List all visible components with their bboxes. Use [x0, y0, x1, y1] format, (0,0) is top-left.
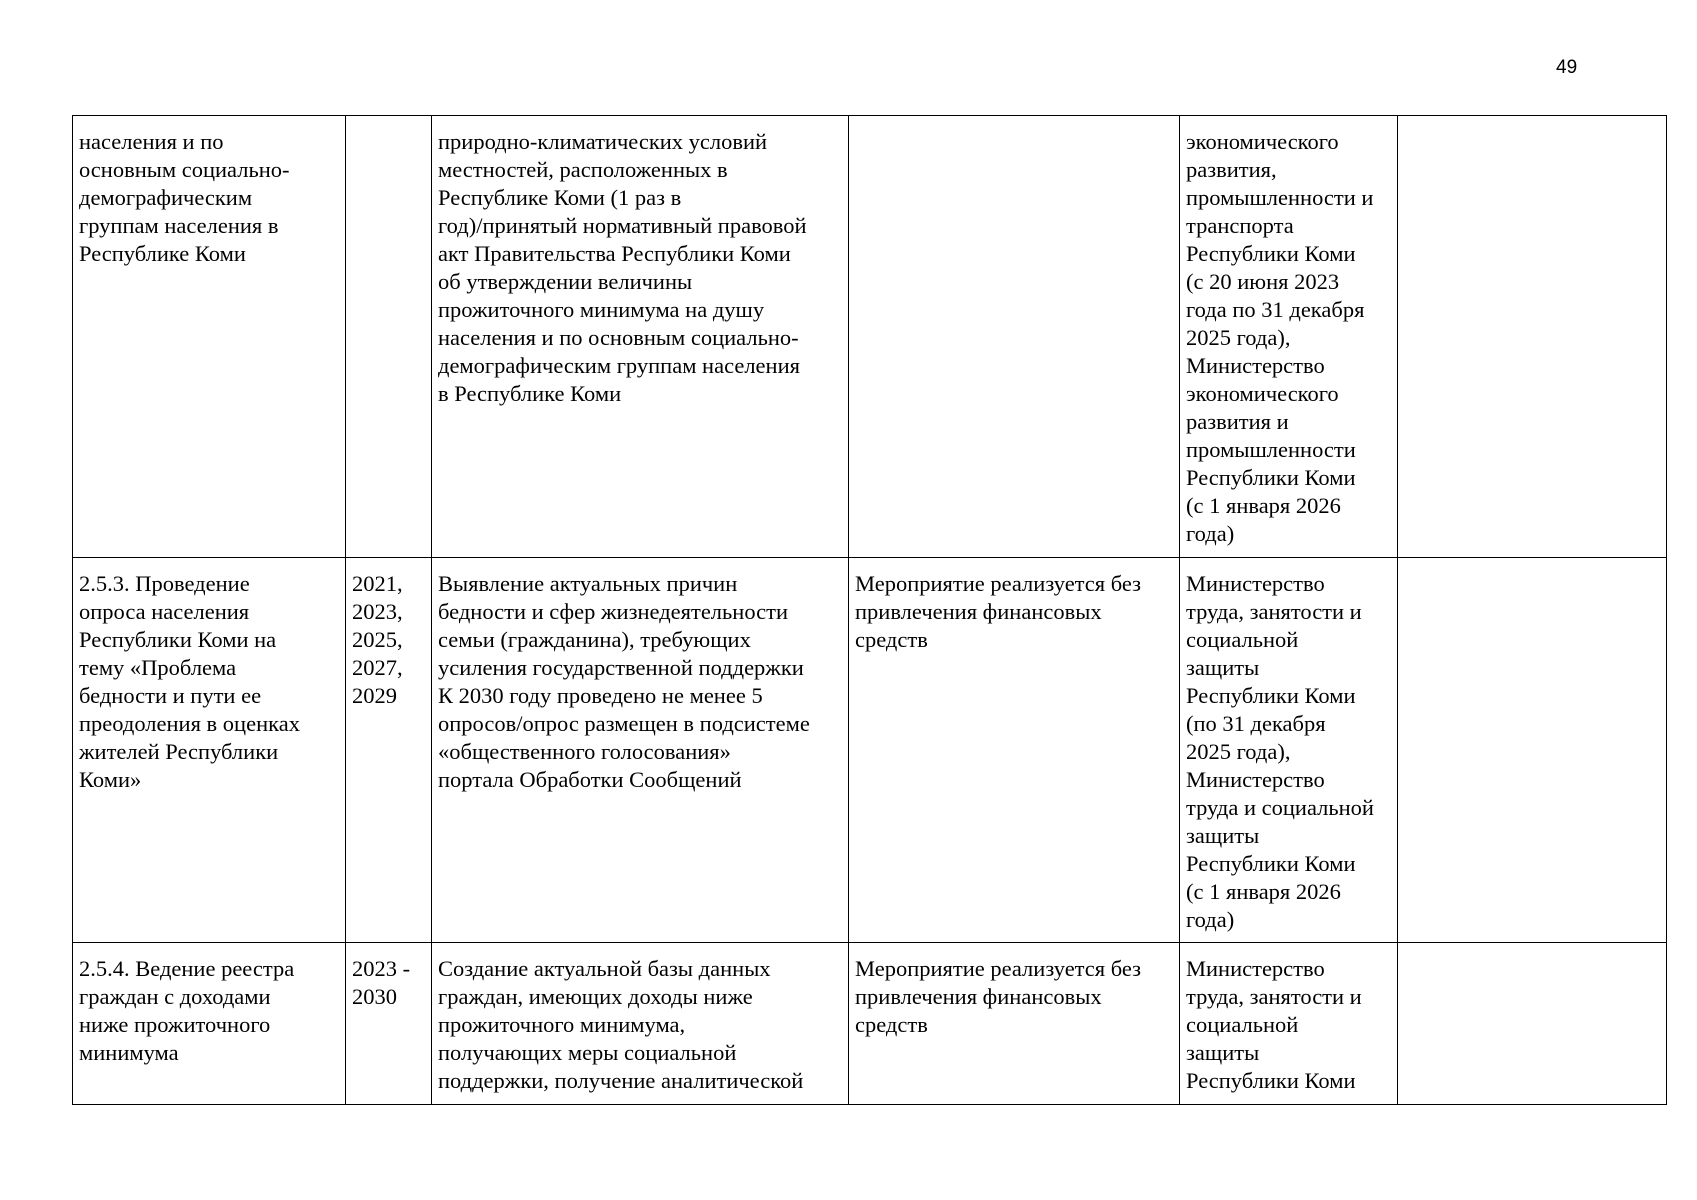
- responsible-cell: Министерство труда, занятости и социальной защиты Республики Коми (по 31 декабря 2025 года), Министерство труда и социальной защиты Республики Коми (с 1 января 2026 года): [1180, 558, 1398, 943]
- responsible-cell: экономического развития, промышленности и транспорта Республики Коми (с 20 июня 2023 года по 31 декабря 2025 года), Министерство экономического развития и промышленности Республики Коми (с 1 января 2026 года): [1180, 116, 1398, 558]
- table-row: [73, 116, 1667, 558]
- measure-cell: 2.5.4. Ведение реестра граждан с доходами ниже прожиточного минимума: [73, 943, 346, 1105]
- result-cell: природно-климатических условий местностей, расположенных в Республике Коми (1 раз в год)/принятый нормативный правовой акт Правительства Республики Коми об утверждении величины прожиточного минимума на душу населения и по основным социально- демографическим группам населения в Республике Коми: [432, 116, 849, 558]
- measures-table: [72, 115, 1667, 1105]
- period-cell: 2023 - 2030: [346, 943, 432, 1105]
- measure-cell: населения и по основным социально- демографическим группам населения в Республике Коми: [73, 116, 346, 558]
- table-row: [73, 558, 1667, 943]
- financing-cell: [849, 116, 1180, 558]
- extra-cell: [1398, 116, 1667, 558]
- table-row: [73, 943, 1667, 1105]
- result-cell: Создание актуальной базы данных граждан, имеющих доходы ниже прожиточного минимума, получающих меры социальной поддержки, получение аналитической: [432, 943, 849, 1105]
- period-cell: 2021, 2023, 2025, 2027, 2029: [346, 558, 432, 943]
- extra-cell: [1398, 558, 1667, 943]
- page-number: 49: [1556, 57, 1578, 78]
- result-cell: Выявление актуальных причин бедности и сфер жизнедеятельности семьи (гражданина), требующих усиления государственной поддержки К 2030 году проведено не менее 5 опросов/опрос размещен в подсистеме «общественного голосования» портала Обработки Сообщений: [432, 558, 849, 943]
- extra-cell: [1398, 943, 1667, 1105]
- financing-cell: Мероприятие реализуется без привлечения финансовых средств: [849, 943, 1180, 1105]
- period-cell: [346, 116, 432, 558]
- measure-cell: 2.5.3. Проведение опроса населения Республики Коми на тему «Проблема бедности и пути ее преодоления в оценках жителей Республики Коми»: [73, 558, 346, 943]
- responsible-cell: Министерство труда, занятости и социальной защиты Республики Коми: [1180, 943, 1398, 1105]
- financing-cell: Мероприятие реализуется без привлечения финансовых средств: [849, 558, 1180, 943]
